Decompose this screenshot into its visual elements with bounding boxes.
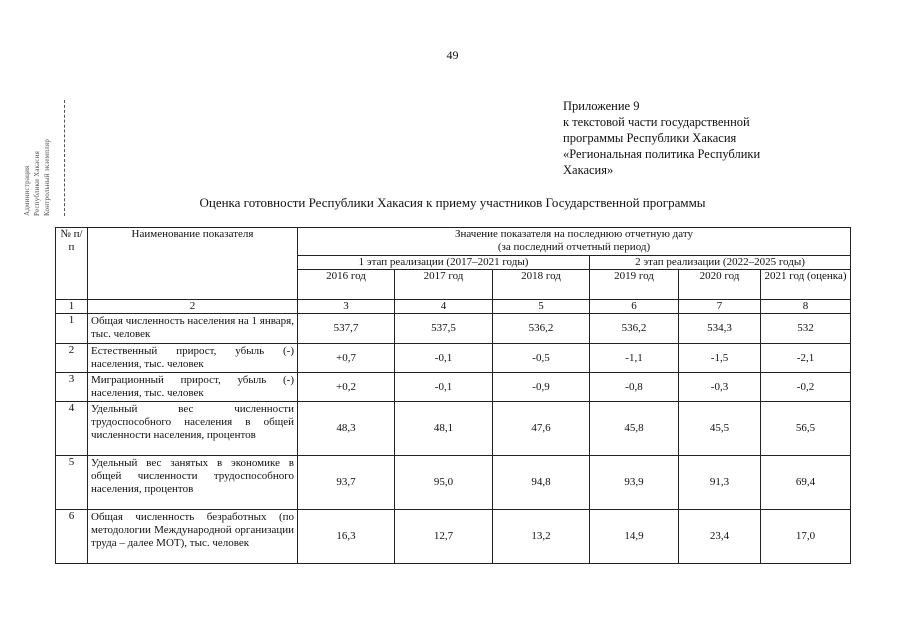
header-stage-1: 1 этап реализации (2017–2021 годы) bbox=[298, 256, 590, 270]
indicator-value: 94,8 bbox=[493, 456, 590, 510]
indicator-value: 45,5 bbox=[679, 402, 761, 456]
table-row bbox=[56, 456, 851, 510]
appendix-line: к текстовой части государственной bbox=[563, 115, 750, 129]
indicator-value: -0,3 bbox=[679, 373, 761, 402]
column-number: 1 bbox=[56, 300, 88, 314]
indicator-value: -0,8 bbox=[590, 373, 679, 402]
indicator-value: -1,5 bbox=[679, 344, 761, 373]
table-row bbox=[56, 314, 851, 344]
indicator-value: 534,3 bbox=[679, 314, 761, 344]
indicator-value: 13,2 bbox=[493, 510, 590, 564]
indicator-value: +0,7 bbox=[298, 344, 395, 373]
indicators-table bbox=[55, 227, 851, 564]
indicator-value: 537,5 bbox=[395, 314, 493, 344]
column-number: 5 bbox=[493, 300, 590, 314]
row-number: 4 bbox=[56, 402, 88, 456]
column-number-row bbox=[56, 300, 851, 314]
document-title: Оценка готовности Республики Хакасия к приему участников Государственной программы bbox=[199, 195, 706, 210]
indicator-name: Удельный вес занятых в экономике в общей численности трудоспособного населения, процентов bbox=[88, 456, 298, 510]
indicator-value: 532 bbox=[761, 314, 851, 344]
column-number: 2 bbox=[88, 300, 298, 314]
indicator-value: -2,1 bbox=[761, 344, 851, 373]
indicator-value: 91,3 bbox=[679, 456, 761, 510]
column-number: 7 bbox=[679, 300, 761, 314]
appendix-heading bbox=[563, 98, 803, 178]
row-number: 2 bbox=[56, 344, 88, 373]
column-number: 4 bbox=[395, 300, 493, 314]
column-number: 3 bbox=[298, 300, 395, 314]
row-number: 3 bbox=[56, 373, 88, 402]
header-year: 2019 год bbox=[590, 270, 679, 300]
indicator-value: -1,1 bbox=[590, 344, 679, 373]
indicator-value: -0,1 bbox=[395, 373, 493, 402]
indicator-name: Миграционный прирост, убыль (-) населения, тыс. человек bbox=[88, 373, 298, 402]
indicator-value: 14,9 bbox=[590, 510, 679, 564]
indicator-value: 47,6 bbox=[493, 402, 590, 456]
header-year: 2018 год bbox=[493, 270, 590, 300]
stamp-line: Республики Хакасия bbox=[33, 150, 41, 216]
header-value-line: Значение показателя на последнюю отчетную дату bbox=[454, 228, 694, 240]
page-number: 49 bbox=[446, 48, 459, 62]
indicator-name: Общая численность безработных (по методологии Международной организации труда – далее МОТ), тыс. человек bbox=[88, 510, 298, 564]
column-number: 6 bbox=[590, 300, 679, 314]
indicator-value: +0,2 bbox=[298, 373, 395, 402]
header-name: Наименование показателя bbox=[88, 228, 298, 300]
indicator-value: 56,5 bbox=[761, 402, 851, 456]
table-row bbox=[56, 402, 851, 456]
indicator-value: 23,4 bbox=[679, 510, 761, 564]
indicator-name: Удельный вес численности трудоспособного населения в общей численности населения, процентов bbox=[88, 402, 298, 456]
table-row bbox=[56, 510, 851, 564]
row-number: 5 bbox=[56, 456, 88, 510]
table-row bbox=[56, 344, 851, 373]
header-row bbox=[56, 228, 851, 256]
indicator-value: -0,5 bbox=[493, 344, 590, 373]
indicator-value: 69,4 bbox=[761, 456, 851, 510]
header-value-line: (за последний отчетный период) bbox=[497, 241, 651, 253]
appendix-line: «Региональная политика Республики bbox=[563, 147, 761, 161]
row-number: 1 bbox=[56, 314, 88, 344]
indicator-value: 537,7 bbox=[298, 314, 395, 344]
indicator-value: -0,9 bbox=[493, 373, 590, 402]
appendix-line: Приложение 9 bbox=[563, 99, 640, 113]
header-year: 2017 год bbox=[395, 270, 493, 300]
indicator-value: 93,7 bbox=[298, 456, 395, 510]
column-number: 8 bbox=[761, 300, 851, 314]
indicator-value: 48,1 bbox=[395, 402, 493, 456]
indicator-value: -0,1 bbox=[395, 344, 493, 373]
header-no: № п/п bbox=[56, 228, 88, 300]
stamp-line: Контрольный экземпляр bbox=[43, 138, 51, 216]
indicator-value: 536,2 bbox=[590, 314, 679, 344]
indicator-value: 45,8 bbox=[590, 402, 679, 456]
appendix-line: программы Республики Хакасия bbox=[563, 131, 737, 145]
header-year: 2016 год bbox=[298, 270, 395, 300]
indicator-value: 48,3 bbox=[298, 402, 395, 456]
header-year: 2020 год bbox=[679, 270, 761, 300]
header-stage-2: 2 этап реализации (2022–2025 годы) bbox=[590, 256, 851, 270]
stamp-line: Администрация bbox=[23, 165, 31, 216]
indicator-value: 93,9 bbox=[590, 456, 679, 510]
table-row bbox=[56, 373, 851, 402]
indicator-name: Общая численность населения на 1 января, тыс. человек bbox=[88, 314, 298, 344]
indicator-value: 95,0 bbox=[395, 456, 493, 510]
indicator-value: -0,2 bbox=[761, 373, 851, 402]
row-number: 6 bbox=[56, 510, 88, 564]
indicator-name: Естественный прирост, убыль (-) населения, тыс. человек bbox=[88, 344, 298, 373]
indicator-value: 536,2 bbox=[493, 314, 590, 344]
header-value bbox=[298, 228, 851, 256]
indicator-value: 17,0 bbox=[761, 510, 851, 564]
indicator-value: 12,7 bbox=[395, 510, 493, 564]
indicator-value: 16,3 bbox=[298, 510, 395, 564]
appendix-line: Хакасия» bbox=[563, 163, 614, 177]
header-year: 2021 год (оценка) bbox=[761, 270, 851, 300]
